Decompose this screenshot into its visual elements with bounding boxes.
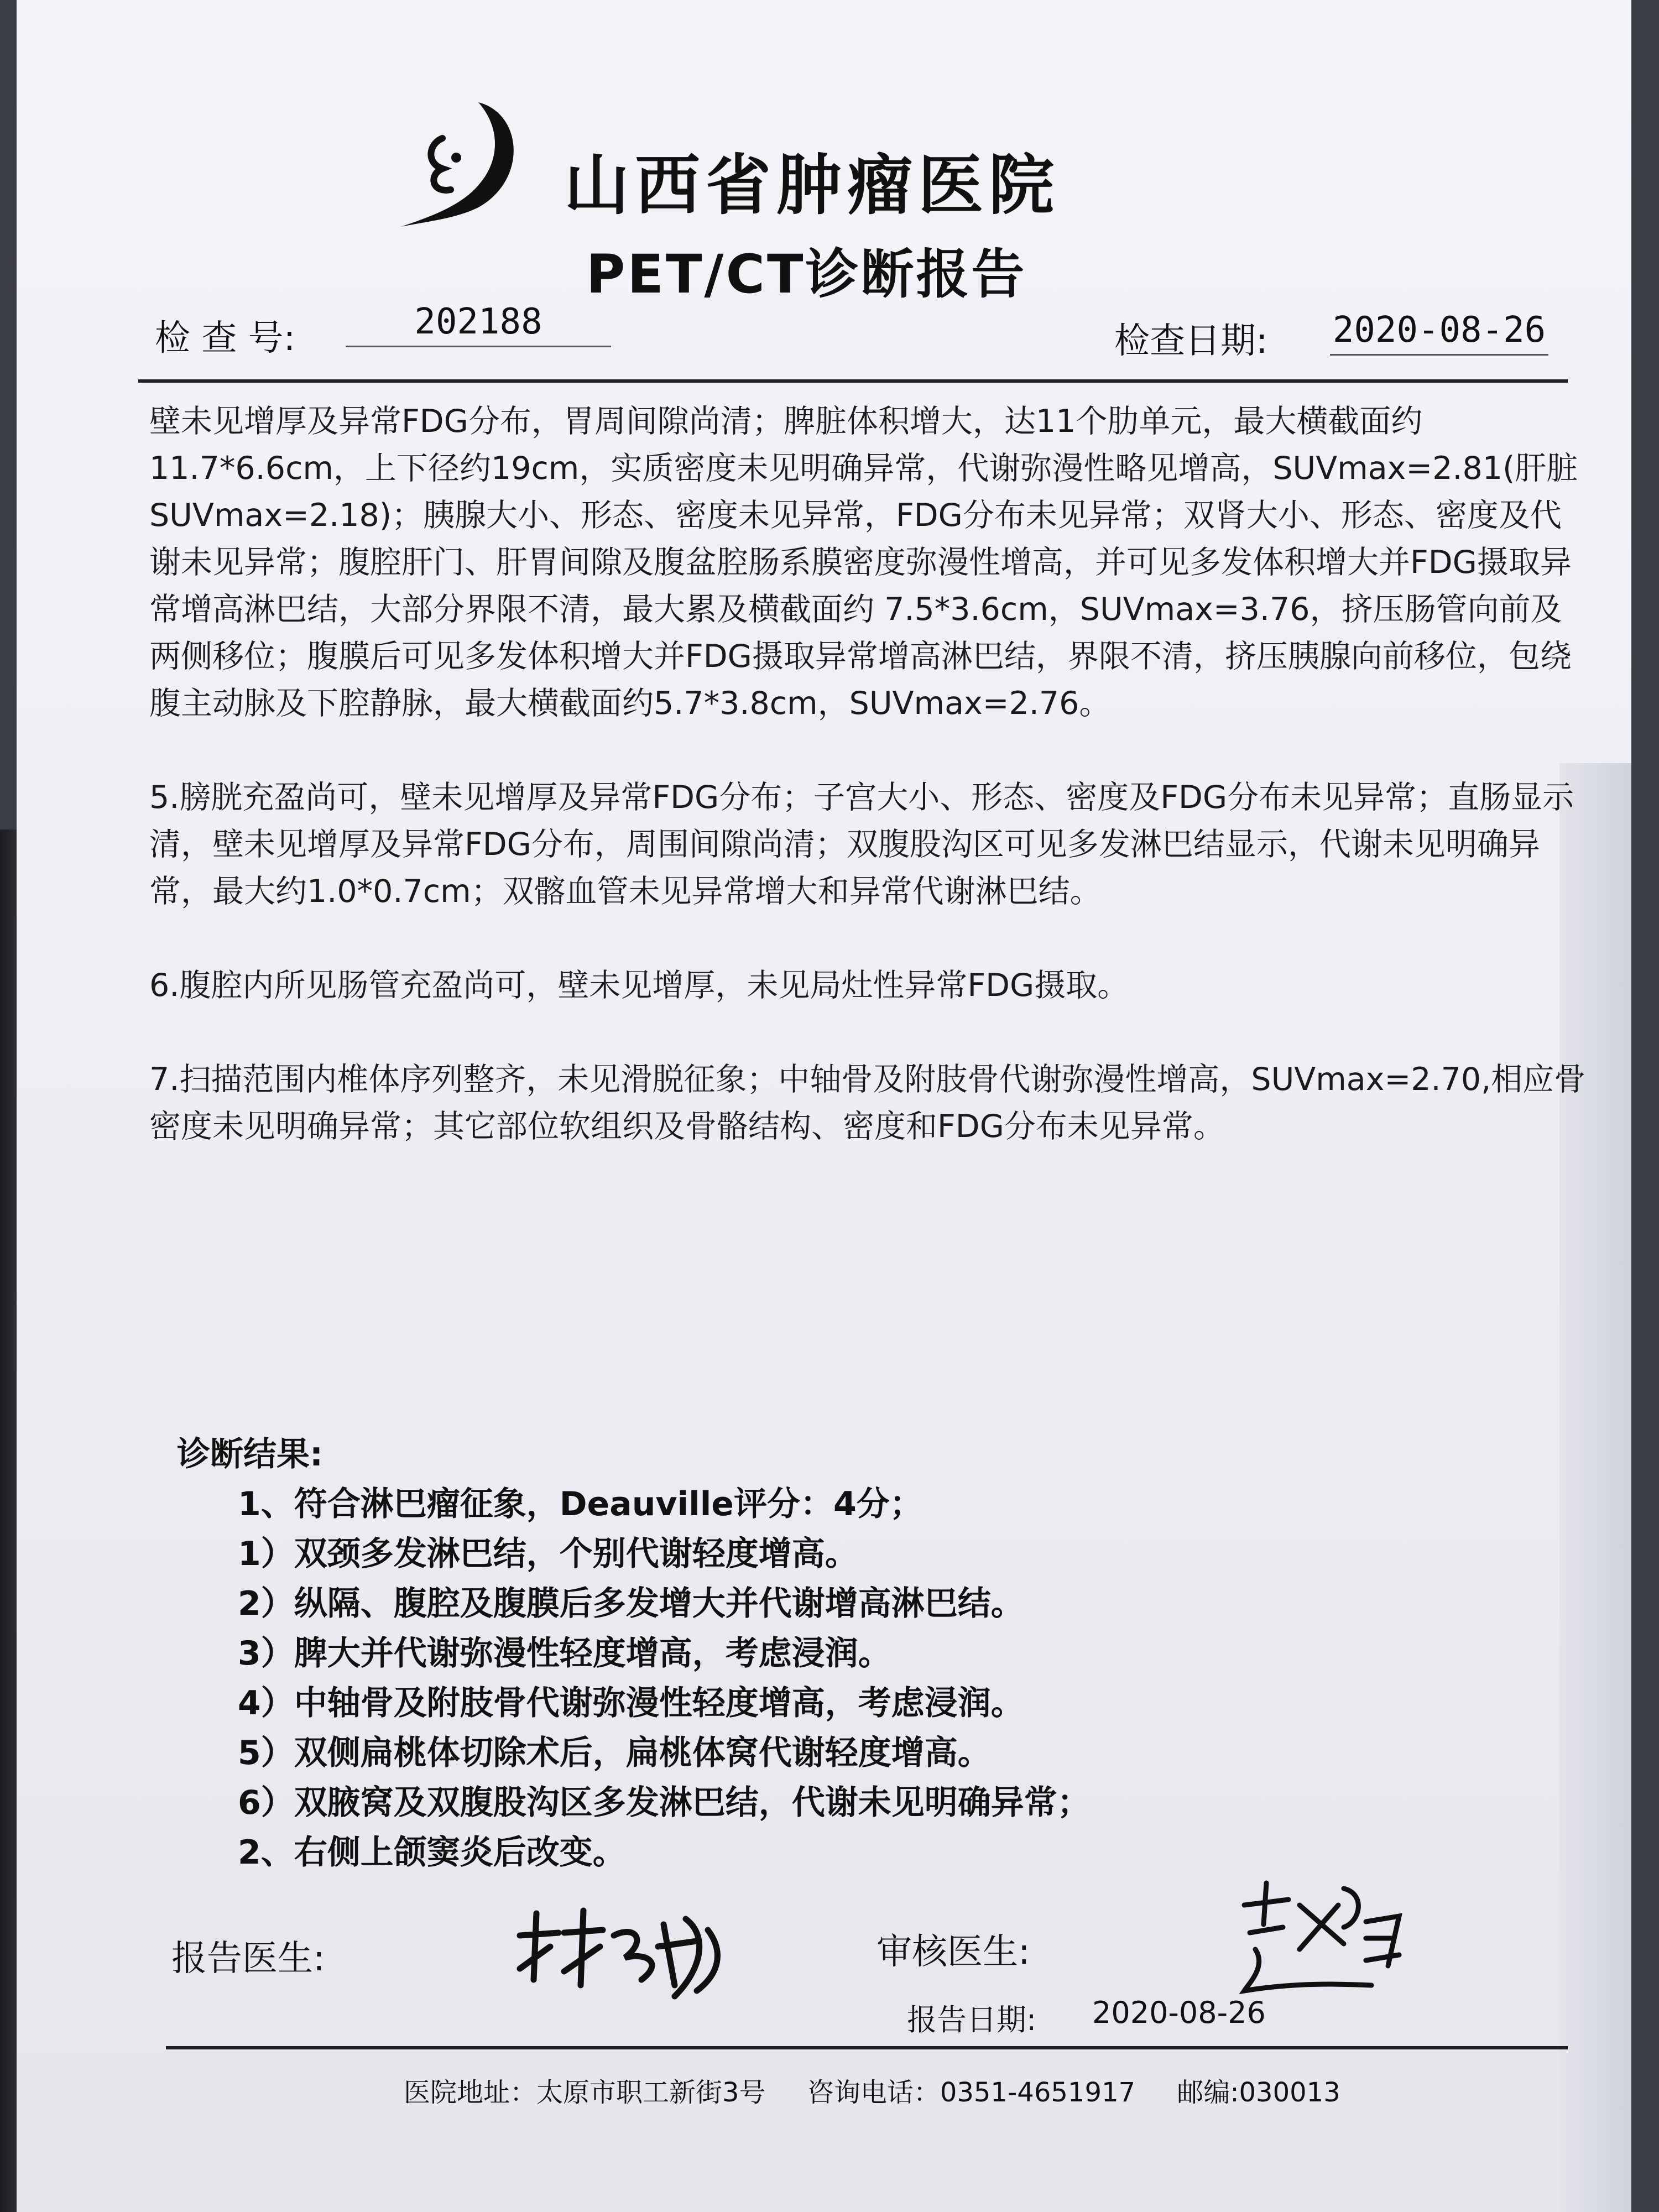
exam-date-label: 检查日期: [1114, 321, 1268, 362]
footer-rule [166, 2046, 1568, 2049]
exam-date-value: 2020-08-26 [1330, 310, 1548, 356]
postcode: 邮编:030013 [1177, 2077, 1340, 2108]
report-date-value: 2020-08-26 [1092, 1995, 1266, 2030]
findings-text [149, 398, 1587, 1150]
diagnosis-sub-item: 6）双腋窝及双腹股沟区多发淋巴结，代谢未见明确异常； [238, 1783, 1091, 1822]
review-doctor-label: 审核医生: [877, 1932, 1030, 1973]
findings-paragraph: 6.腹腔内所见肠管充盈尚可，壁未见增厚，未见局灶性异常FDG摄取。 [149, 967, 1129, 1004]
diagnosis-section [177, 1430, 1559, 1877]
exam-no-label: 检 查 号: [155, 318, 296, 359]
hospital-logo-icon [395, 97, 534, 229]
report-title: PET/CT诊断报告 [586, 243, 1027, 305]
hospital-name: 山西省肿瘤医院 [564, 147, 1060, 223]
diagnosis-sub-item: 1）双颈多发淋巴结，个别代谢轻度增高。 [238, 1535, 858, 1573]
header-rule [138, 379, 1568, 383]
findings-paragraph: 壁未见增厚及异常FDG分布，胃周间隙尚清；脾脏体积增大，达11个肋单元，最大横截面约11.7*6.6cm，上下径约19cm，实质密度未见明确异常，代谢弥漫性略见增高，SUVmax=2.81(肝脏SUVmax=2.18)；胰腺大小、形态、密度未见异常，FDG分布未见异常；双肾大小、形态、密度及代谢未见异常；腹腔肝门、肝胃间隙及腹盆腔肠系膜密度弥漫性增高，并可见多发体积增大并FDG摄取异常增高淋巴结，大部分界限不清，最大累及横截面约 7.5*3.6cm，SUVmax=3.76，挤压肠管向前及两侧移位；腹膜后可见多发体积增大并FDG摄取异常增高淋巴结，界限不清，挤压胰腺向前移位，包绕腹主动脉及下腔静脉，最大横截面约5.7*3.8cm，SUVmax=2.76。 [149, 403, 1578, 722]
diagnosis-sub-item: 3）脾大并代谢弥漫性轻度增高，考虑浸润。 [238, 1634, 891, 1673]
diagnosis-item: 1、符合淋巴瘤征象，Deauville评分：4分； [238, 1485, 923, 1524]
report-paper [17, 0, 1631, 2212]
diagnosis-sub-item: 5）双侧扁桃体切除术后，扁桃体窝代谢轻度增高。 [238, 1734, 991, 1772]
findings-paragraph: 7.扫描范围内椎体序列整齐，未见滑脱征象；中轴骨及附肢骨代谢弥漫性增高，SUVmax=2.70,相应骨密度未见明确异常；其它部位软组织及骨骼结构、密度和FDG分布未见异常。 [149, 1061, 1586, 1145]
footer [404, 2071, 1374, 2109]
diagnosis-sub-item: 2）纵隔、腹腔及腹膜后多发增大并代谢增高淋巴结。 [238, 1584, 1024, 1623]
diagnosis-item: 2、右侧上颌窦炎后改变。 [238, 1833, 626, 1872]
diagnosis-sub-item: 4）中轴骨及附肢骨代谢弥漫性轻度增高，考虑浸润。 [238, 1684, 1024, 1723]
report-doctor-label: 报告医生: [171, 1938, 325, 1979]
consult-phone: 咨询电话：0351-4651917 [807, 2077, 1136, 2108]
findings-paragraph: 5.膀胱充盈尚可，壁未见增厚及异常FDG分布；子宫大小、形态、密度及FDG分布未见异常；直肠显示清，壁未见增厚及异常FDG分布，周围间隙尚清；双腹股沟区可见多发淋巴结显示，代谢未见明确异常，最大约1.0*0.7cm；双髂血管未见异常增大和异常代谢淋巴结。 [149, 779, 1574, 910]
exam-no-value: 202188 [346, 301, 611, 347]
diagnosis-title: 诊断结果: [177, 1435, 323, 1474]
review-doctor-signature [1233, 1872, 1416, 1999]
report-doctor-signature [509, 1902, 741, 2002]
hospital-address: 医院地址：太原市职工新街3号 [404, 2077, 766, 2108]
report-date-label: 报告日期: [907, 2002, 1037, 2037]
